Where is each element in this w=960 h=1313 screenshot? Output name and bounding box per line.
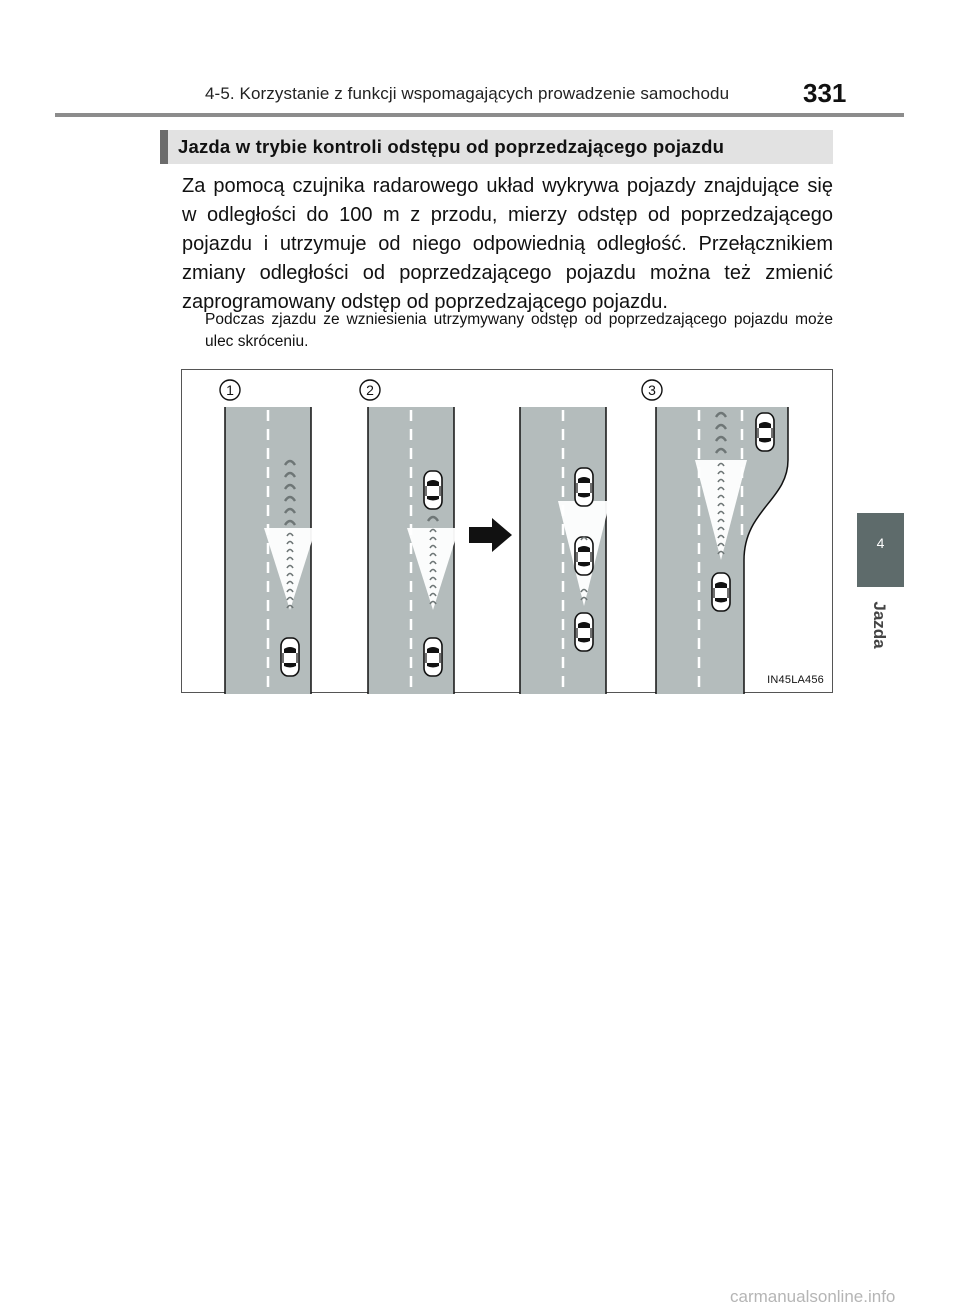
svg-text:2: 2 (366, 382, 374, 398)
page-number: 331 (803, 78, 847, 108)
svg-text:3: 3 (648, 382, 656, 398)
road-3 (656, 407, 788, 694)
road-1 (225, 407, 316, 694)
rear-car-2b (575, 613, 593, 651)
chapter-label (855, 590, 903, 660)
arrow-icon (469, 518, 512, 552)
own-car-3 (712, 573, 730, 611)
leaving-car-3 (756, 413, 774, 451)
header-rule (55, 113, 904, 117)
chapter-tab[interactable]: 4 (857, 513, 904, 587)
label-2 (360, 380, 380, 400)
header-section-title: 4-5. Korzystanie z funkcji wspomagających prowadzenie samochodu (205, 84, 730, 103)
own-car-2 (424, 638, 442, 676)
own-car-1 (281, 638, 299, 676)
section-heading: Jazda w trybie kontroli odstępu od poprzedzającego pojazdu (160, 130, 833, 164)
own-car-2b (575, 537, 593, 575)
note-paragraph: Podczas zjazdu ze wzniesienia utrzymywany odstęp od poprzedzającego pojazdu może ulec skróceniu. (205, 311, 833, 350)
watermark: carmanualsonline.info (730, 1287, 896, 1306)
road-2 (368, 407, 459, 694)
chapter-label-text: Jazda (870, 601, 889, 649)
lead-car-2b (575, 468, 593, 506)
radar-illustration (181, 369, 833, 693)
lead-car-2 (424, 471, 442, 509)
road-2b (520, 407, 610, 694)
label-3 (642, 380, 662, 400)
body-paragraph: Za pomocą czujnika radarowego układ wykrywa pojazdy znajdujące się w odległości do 100 m z przodu, mierzy odstęp od poprzedzającego pojazdu i utrzymuje od niego odpowiednią odległość. Przełącznikiem zmiany odległości od poprzedzającego pojazdu można też zmienić zaprogramowany odstęp od poprzedzającego pojazdu. (182, 175, 833, 313)
label-1 (220, 380, 240, 400)
road-diagram (182, 370, 834, 694)
figure-id: IN45LA456 (767, 674, 824, 686)
svg-text:1: 1 (226, 382, 234, 398)
